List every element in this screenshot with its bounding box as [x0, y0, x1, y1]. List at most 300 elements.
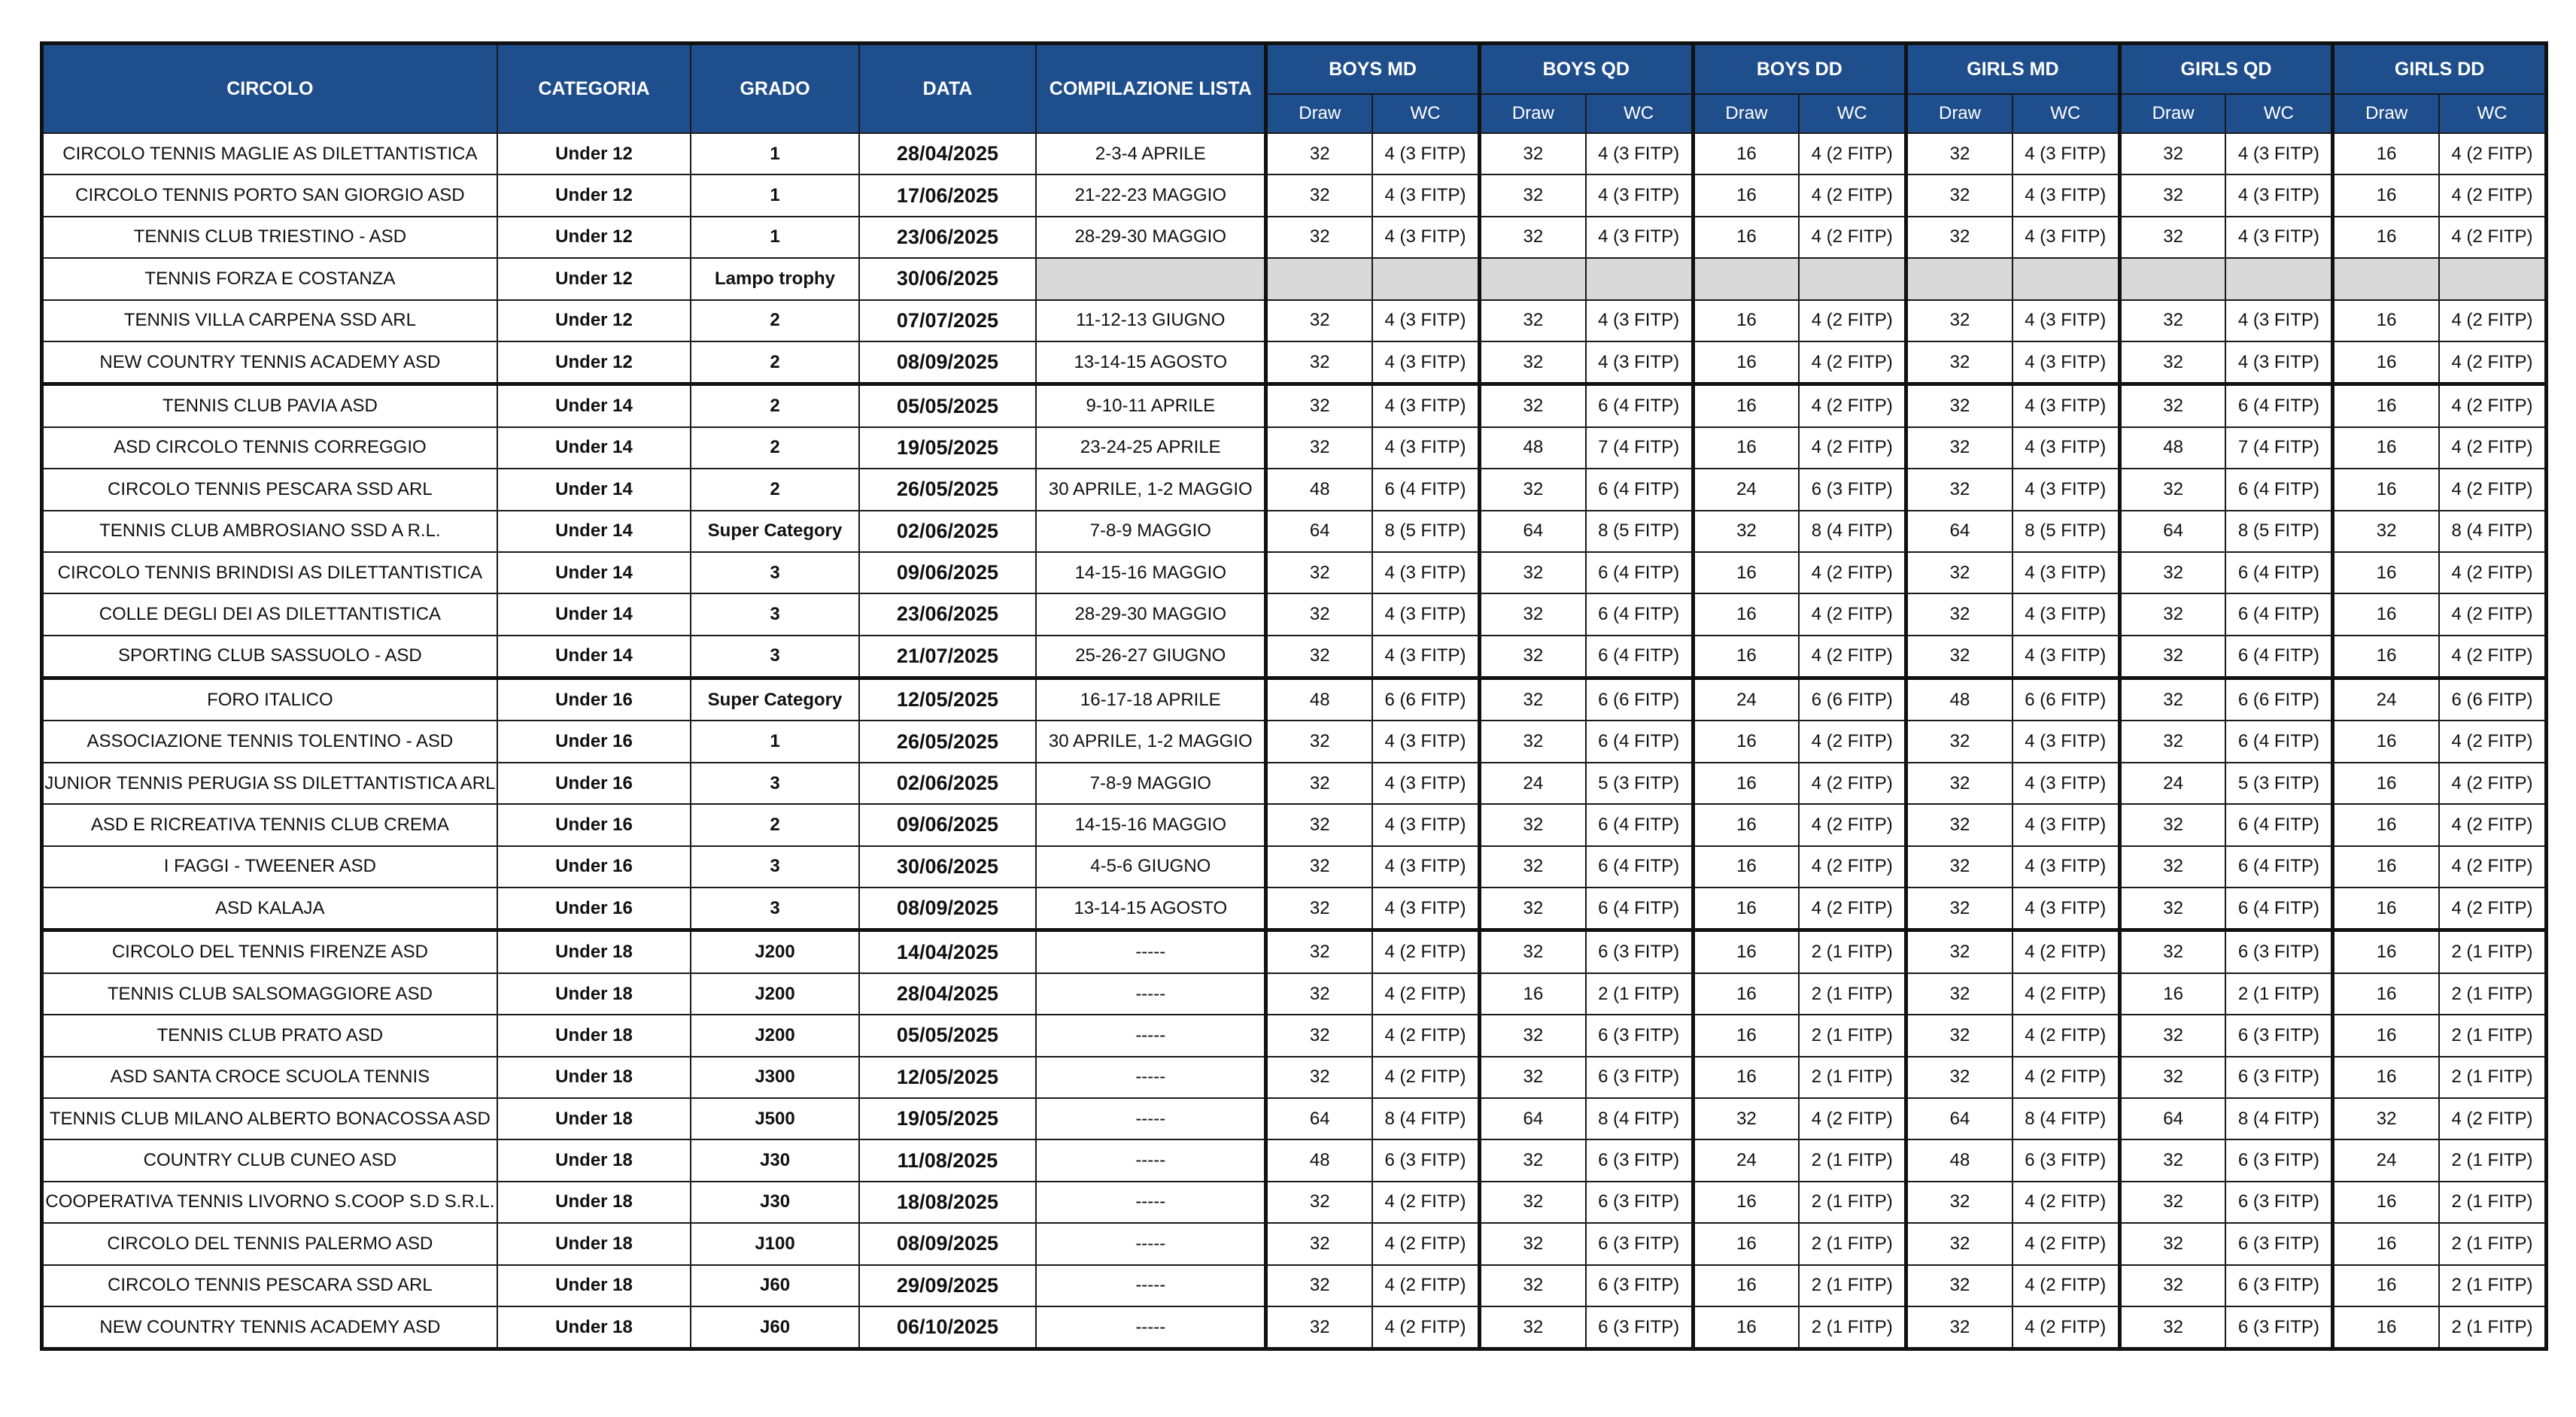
cell-wc: 6 (4 FITP) — [1586, 384, 1693, 427]
cell-draw: 16 — [2333, 469, 2439, 510]
cell-draw: 16 — [2333, 636, 2439, 678]
cell-draw: 32 — [1906, 384, 2012, 427]
cell-wc: 4 (3 FITP) — [1372, 721, 1479, 762]
cell-draw: 32 — [1479, 552, 1585, 593]
cell-wc: 2 (1 FITP) — [2439, 973, 2546, 1015]
cell-draw — [1479, 258, 1585, 299]
cell-wc: 2 (1 FITP) — [2439, 1057, 2546, 1098]
cell-circolo: CIRCOLO TENNIS MAGLIE AS DILETTANTISTICA — [42, 133, 497, 174]
cell-circolo: TENNIS CLUB PRATO ASD — [42, 1015, 497, 1056]
cell-wc: 4 (3 FITP) — [2012, 636, 2119, 678]
cell-wc: 4 (3 FITP) — [1372, 427, 1479, 469]
table-row — [42, 1057, 2547, 1098]
cell-wc: 4 (2 FITP) — [2439, 174, 2546, 216]
cell-draw: 16 — [2333, 763, 2439, 804]
cell-grado: 2 — [691, 300, 858, 341]
cell-draw: 16 — [2333, 593, 2439, 635]
cell-wc: 4 (2 FITP) — [1799, 552, 1906, 593]
cell-draw: 32 — [2119, 552, 2225, 593]
cell-draw: 48 — [1906, 678, 2012, 721]
cell-circolo: SPORTING CLUB SASSUOLO - ASD — [42, 636, 497, 678]
cell-wc: 6 (3 FITP) — [1586, 1182, 1693, 1223]
cell-data: 12/05/2025 — [859, 678, 1036, 721]
table-row — [42, 469, 2547, 510]
cell-draw: 32 — [1479, 678, 1585, 721]
cell-draw: 32 — [2119, 678, 2225, 721]
cell-wc: 4 (3 FITP) — [2012, 763, 2119, 804]
cell-wc: 4 (2 FITP) — [1799, 846, 1906, 888]
cell-wc: 4 (2 FITP) — [1372, 1223, 1479, 1264]
cell-draw: 16 — [2333, 846, 2439, 888]
cell-draw: 64 — [1479, 1098, 1585, 1139]
cell-wc: 4 (3 FITP) — [1586, 300, 1693, 341]
cell-compilazione-lista: ----- — [1036, 930, 1266, 973]
cell-categoria: Under 14 — [497, 636, 691, 678]
cell-wc: 6 (4 FITP) — [2225, 846, 2332, 888]
cell-wc: 6 (4 FITP) — [2225, 552, 2332, 593]
cell-wc: 4 (2 FITP) — [1372, 973, 1479, 1015]
cell-categoria: Under 14 — [497, 552, 691, 593]
cell-wc: 6 (3 FITP) — [2225, 1182, 2332, 1223]
cell-wc: 8 (4 FITP) — [1799, 511, 1906, 552]
cell-compilazione-lista: 7-8-9 MAGGIO — [1036, 511, 1266, 552]
cell-compilazione-lista: 11-12-13 GIUGNO — [1036, 300, 1266, 341]
cell-draw: 32 — [2119, 804, 2225, 845]
cell-draw: 32 — [1266, 930, 1372, 973]
cell-wc: 6 (3 FITP) — [1586, 1139, 1693, 1181]
cell-draw: 16 — [1693, 427, 1799, 469]
table-row — [42, 678, 2547, 721]
cell-wc: 4 (2 FITP) — [2439, 804, 2546, 845]
cell-wc: 2 (1 FITP) — [1799, 1182, 1906, 1223]
cell-wc: 6 (3 FITP) — [1372, 1139, 1479, 1181]
cell-data: 21/07/2025 — [859, 636, 1036, 678]
cell-grado: J500 — [691, 1098, 858, 1139]
cell-wc: 2 (1 FITP) — [1586, 973, 1693, 1015]
cell-wc: 4 (2 FITP) — [2012, 1015, 2119, 1056]
cell-draw: 32 — [2119, 1057, 2225, 1098]
cell-wc: 6 (4 FITP) — [1586, 721, 1693, 762]
cell-circolo: COOPERATIVA TENNIS LIVORNO S.COOP S.D S.R.L. — [42, 1182, 497, 1223]
cell-draw: 48 — [1906, 1139, 2012, 1181]
cell-draw: 16 — [1693, 636, 1799, 678]
cell-compilazione-lista — [1036, 258, 1266, 299]
cell-draw: 32 — [2119, 636, 2225, 678]
cell-draw: 32 — [1266, 636, 1372, 678]
cell-compilazione-lista: 30 APRILE, 1-2 MAGGIO — [1036, 469, 1266, 510]
cell-draw — [2333, 258, 2439, 299]
cell-categoria: Under 14 — [497, 469, 691, 510]
cell-categoria: Under 16 — [497, 763, 691, 804]
cell-categoria: Under 16 — [497, 678, 691, 721]
subheader-draw: Draw — [1906, 94, 2012, 133]
cell-wc: 6 (4 FITP) — [1586, 469, 1693, 510]
cell-wc: 4 (2 FITP) — [1372, 1015, 1479, 1056]
cell-circolo: CIRCOLO TENNIS BRINDISI AS DILETTANTISTICA — [42, 552, 497, 593]
cell-wc: 6 (4 FITP) — [1586, 804, 1693, 845]
cell-draw: 32 — [1266, 384, 1372, 427]
cell-draw: 16 — [2333, 174, 2439, 216]
cell-draw: 48 — [2119, 427, 2225, 469]
cell-draw: 32 — [1906, 133, 2012, 174]
subheader-wc: WC — [2012, 94, 2119, 133]
cell-grado: 1 — [691, 721, 858, 762]
cell-wc: 4 (3 FITP) — [2012, 593, 2119, 635]
cell-wc: 4 (2 FITP) — [1799, 300, 1906, 341]
cell-draw: 32 — [1906, 888, 2012, 930]
cell-grado: Super Category — [691, 511, 858, 552]
cell-grado: J60 — [691, 1265, 858, 1306]
subheader-draw: Draw — [2333, 94, 2439, 133]
cell-wc: 4 (3 FITP) — [2225, 300, 2332, 341]
cell-draw: 64 — [1906, 511, 2012, 552]
cell-data: 07/07/2025 — [859, 300, 1036, 341]
cell-wc: 4 (3 FITP) — [2012, 341, 2119, 384]
cell-draw: 64 — [1479, 511, 1585, 552]
cell-categoria: Under 14 — [497, 384, 691, 427]
cell-wc: 6 (4 FITP) — [2225, 804, 2332, 845]
cell-draw: 32 — [2119, 1223, 2225, 1264]
cell-wc: 4 (2 FITP) — [2439, 552, 2546, 593]
cell-wc: 4 (2 FITP) — [2439, 593, 2546, 635]
cell-draw: 32 — [1906, 300, 2012, 341]
cell-draw: 32 — [1479, 174, 1585, 216]
cell-grado: 2 — [691, 384, 858, 427]
cell-draw: 16 — [2333, 973, 2439, 1015]
cell-compilazione-lista: 16-17-18 APRILE — [1036, 678, 1266, 721]
cell-data: 30/06/2025 — [859, 846, 1036, 888]
cell-draw: 32 — [1266, 1057, 1372, 1098]
cell-compilazione-lista: ----- — [1036, 1098, 1266, 1139]
cell-data: 18/08/2025 — [859, 1182, 1036, 1223]
cell-wc: 6 (4 FITP) — [1586, 888, 1693, 930]
cell-grado: J60 — [691, 1306, 858, 1349]
cell-draw: 16 — [2333, 384, 2439, 427]
table-row — [42, 846, 2547, 888]
table-header — [42, 44, 2547, 134]
cell-wc: 4 (2 FITP) — [2439, 341, 2546, 384]
cell-wc — [2439, 258, 2546, 299]
cell-circolo: TENNIS VILLA CARPENA SSD ARL — [42, 300, 497, 341]
subheader-draw: Draw — [1479, 94, 1585, 133]
cell-draw: 32 — [2119, 217, 2225, 258]
header-girls-md: GIRLS MD — [1906, 44, 2120, 95]
cell-wc: 4 (2 FITP) — [1799, 1098, 1906, 1139]
cell-grado: 1 — [691, 174, 858, 216]
cell-data: 02/06/2025 — [859, 763, 1036, 804]
cell-wc: 4 (2 FITP) — [1799, 636, 1906, 678]
cell-wc: 2 (1 FITP) — [2439, 1265, 2546, 1306]
cell-draw: 24 — [1693, 678, 1799, 721]
cell-wc: 4 (2 FITP) — [1799, 174, 1906, 216]
cell-grado: 3 — [691, 636, 858, 678]
cell-grado: J200 — [691, 1015, 858, 1056]
cell-draw: 32 — [2119, 888, 2225, 930]
cell-wc: 4 (2 FITP) — [2012, 1265, 2119, 1306]
cell-draw — [2119, 258, 2225, 299]
cell-wc: 4 (2 FITP) — [1372, 1182, 1479, 1223]
cell-data: 26/05/2025 — [859, 469, 1036, 510]
cell-wc: 6 (3 FITP) — [1586, 1306, 1693, 1349]
cell-draw: 32 — [1479, 341, 1585, 384]
cell-draw: 32 — [1906, 469, 2012, 510]
cell-draw: 32 — [1266, 804, 1372, 845]
cell-grado: 3 — [691, 593, 858, 635]
cell-draw: 32 — [1906, 1015, 2012, 1056]
cell-grado: J100 — [691, 1223, 858, 1264]
cell-draw — [1693, 258, 1799, 299]
cell-compilazione-lista: 21-22-23 MAGGIO — [1036, 174, 1266, 216]
cell-draw: 32 — [1906, 552, 2012, 593]
cell-wc: 6 (4 FITP) — [2225, 636, 2332, 678]
cell-draw: 16 — [1693, 930, 1799, 973]
cell-draw: 16 — [1693, 721, 1799, 762]
cell-draw: 16 — [1693, 133, 1799, 174]
table-row — [42, 763, 2547, 804]
cell-draw: 24 — [1479, 763, 1585, 804]
cell-categoria: Under 18 — [497, 1265, 691, 1306]
cell-data: 26/05/2025 — [859, 721, 1036, 762]
cell-wc: 6 (6 FITP) — [1799, 678, 1906, 721]
cell-wc: 4 (2 FITP) — [2439, 888, 2546, 930]
cell-wc: 4 (3 FITP) — [2012, 721, 2119, 762]
cell-wc: 4 (3 FITP) — [1586, 133, 1693, 174]
cell-draw: 16 — [2333, 427, 2439, 469]
cell-draw: 32 — [1479, 593, 1585, 635]
subheader-draw: Draw — [2119, 94, 2225, 133]
cell-wc: 4 (2 FITP) — [2439, 721, 2546, 762]
cell-compilazione-lista: 13-14-15 AGOSTO — [1036, 341, 1266, 384]
cell-wc: 4 (3 FITP) — [2012, 552, 2119, 593]
cell-circolo: JUNIOR TENNIS PERUGIA SS DILETTANTISTICA ARL — [42, 763, 497, 804]
cell-wc: 4 (3 FITP) — [2225, 174, 2332, 216]
cell-wc: 4 (3 FITP) — [1372, 341, 1479, 384]
cell-categoria: Under 14 — [497, 593, 691, 635]
cell-data: 30/06/2025 — [859, 258, 1036, 299]
cell-categoria: Under 12 — [497, 258, 691, 299]
cell-wc: 4 (2 FITP) — [2439, 763, 2546, 804]
cell-wc: 6 (6 FITP) — [2439, 678, 2546, 721]
cell-draw — [1906, 258, 2012, 299]
cell-draw: 32 — [1266, 973, 1372, 1015]
cell-compilazione-lista: ----- — [1036, 1057, 1266, 1098]
cell-draw: 32 — [1266, 1223, 1372, 1264]
cell-data: 28/04/2025 — [859, 133, 1036, 174]
cell-draw: 32 — [1266, 427, 1372, 469]
cell-data: 06/10/2025 — [859, 1306, 1036, 1349]
table-row — [42, 133, 2547, 174]
cell-draw: 32 — [1906, 427, 2012, 469]
cell-wc: 2 (1 FITP) — [2439, 1139, 2546, 1181]
cell-wc: 4 (3 FITP) — [1372, 133, 1479, 174]
cell-draw: 24 — [1693, 469, 1799, 510]
cell-circolo: CIRCOLO TENNIS PORTO SAN GIORGIO ASD — [42, 174, 497, 216]
cell-draw: 32 — [1906, 174, 2012, 216]
cell-wc: 6 (6 FITP) — [2225, 678, 2332, 721]
cell-grado: J300 — [691, 1057, 858, 1098]
cell-draw: 16 — [1479, 973, 1585, 1015]
cell-grado: 1 — [691, 217, 858, 258]
cell-wc: 6 (3 FITP) — [2225, 1265, 2332, 1306]
cell-compilazione-lista: ----- — [1036, 1015, 1266, 1056]
cell-circolo: ASD SANTA CROCE SCUOLA TENNIS — [42, 1057, 497, 1098]
cell-grado: 3 — [691, 846, 858, 888]
cell-wc: 4 (3 FITP) — [1372, 217, 1479, 258]
cell-wc: 4 (2 FITP) — [1799, 133, 1906, 174]
cell-wc: 8 (4 FITP) — [1372, 1098, 1479, 1139]
cell-circolo: CIRCOLO TENNIS PESCARA SSD ARL — [42, 1265, 497, 1306]
cell-wc: 4 (3 FITP) — [2012, 888, 2119, 930]
cell-wc: 6 (3 FITP) — [1799, 469, 1906, 510]
cell-wc: 2 (1 FITP) — [1799, 1015, 1906, 1056]
cell-compilazione-lista: 25-26-27 GIUGNO — [1036, 636, 1266, 678]
cell-circolo: TENNIS CLUB TRIESTINO - ASD — [42, 217, 497, 258]
cell-data: 19/05/2025 — [859, 1098, 1036, 1139]
cell-wc: 4 (2 FITP) — [1799, 217, 1906, 258]
header-grado: GRADO — [691, 44, 858, 134]
cell-data: 29/09/2025 — [859, 1265, 1036, 1306]
cell-grado: 3 — [691, 763, 858, 804]
cell-draw: 16 — [2333, 721, 2439, 762]
cell-wc: 8 (4 FITP) — [2012, 1098, 2119, 1139]
cell-wc: 4 (2 FITP) — [1799, 763, 1906, 804]
cell-wc: 6 (4 FITP) — [2225, 721, 2332, 762]
cell-wc: 4 (2 FITP) — [1372, 930, 1479, 973]
cell-wc: 4 (2 FITP) — [2439, 427, 2546, 469]
cell-draw: 32 — [2119, 593, 2225, 635]
cell-wc: 4 (3 FITP) — [1372, 888, 1479, 930]
cell-draw: 32 — [1479, 1139, 1585, 1181]
cell-draw: 16 — [2333, 552, 2439, 593]
cell-draw: 32 — [2333, 1098, 2439, 1139]
cell-wc: 4 (3 FITP) — [1372, 846, 1479, 888]
table-row — [42, 258, 2547, 299]
cell-draw: 32 — [1906, 930, 2012, 973]
cell-draw: 32 — [1906, 763, 2012, 804]
cell-categoria: Under 18 — [497, 1306, 691, 1349]
cell-grado: J30 — [691, 1182, 858, 1223]
cell-draw: 32 — [1479, 469, 1585, 510]
cell-wc: 2 (1 FITP) — [2439, 1306, 2546, 1349]
cell-compilazione-lista: 2-3-4 APRILE — [1036, 133, 1266, 174]
cell-draw — [1266, 258, 1372, 299]
cell-wc: 4 (3 FITP) — [2012, 804, 2119, 845]
cell-wc: 4 (3 FITP) — [1586, 174, 1693, 216]
cell-draw: 32 — [2119, 133, 2225, 174]
cell-wc: 4 (2 FITP) — [1799, 593, 1906, 635]
cell-draw: 16 — [2119, 973, 2225, 1015]
cell-draw: 64 — [2119, 1098, 2225, 1139]
cell-categoria: Under 18 — [497, 1015, 691, 1056]
cell-wc: 7 (4 FITP) — [2225, 427, 2332, 469]
header-girls-qd: GIRLS QD — [2119, 44, 2333, 95]
cell-wc: 4 (3 FITP) — [2225, 341, 2332, 384]
cell-draw: 32 — [1266, 217, 1372, 258]
header-categoria: CATEGORIA — [497, 44, 691, 134]
cell-compilazione-lista: ----- — [1036, 1139, 1266, 1181]
table-row — [42, 804, 2547, 845]
cell-circolo: TENNIS CLUB MILANO ALBERTO BONACOSSA ASD — [42, 1098, 497, 1139]
cell-draw: 16 — [1693, 300, 1799, 341]
table-row — [42, 1265, 2547, 1306]
cell-draw: 32 — [2119, 1265, 2225, 1306]
cell-draw: 32 — [2119, 1015, 2225, 1056]
cell-draw: 32 — [1906, 721, 2012, 762]
cell-wc: 4 (2 FITP) — [1799, 804, 1906, 845]
table-row — [42, 1139, 2547, 1181]
header-circolo: CIRCOLO — [42, 44, 497, 134]
cell-wc: 6 (3 FITP) — [2225, 1223, 2332, 1264]
cell-circolo: ASD CIRCOLO TENNIS CORREGGIO — [42, 427, 497, 469]
cell-draw: 32 — [1906, 341, 2012, 384]
cell-wc: 4 (3 FITP) — [2012, 384, 2119, 427]
cell-compilazione-lista: ----- — [1036, 973, 1266, 1015]
header-boys-md: BOYS MD — [1266, 44, 1480, 95]
cell-draw: 32 — [1479, 846, 1585, 888]
cell-wc: 4 (2 FITP) — [2012, 1057, 2119, 1098]
cell-categoria: Under 18 — [497, 930, 691, 973]
cell-categoria: Under 18 — [497, 1139, 691, 1181]
cell-compilazione-lista: 14-15-16 MAGGIO — [1036, 552, 1266, 593]
table-row — [42, 427, 2547, 469]
cell-wc: 2 (1 FITP) — [1799, 973, 1906, 1015]
cell-wc: 7 (4 FITP) — [1586, 427, 1693, 469]
cell-draw: 16 — [1693, 593, 1799, 635]
subheader-wc: WC — [1372, 94, 1479, 133]
header-girls-dd: GIRLS DD — [2333, 44, 2547, 95]
cell-wc: 4 (2 FITP) — [1799, 384, 1906, 427]
cell-draw: 32 — [1479, 300, 1585, 341]
cell-wc: 6 (3 FITP) — [2225, 1139, 2332, 1181]
cell-wc: 6 (4 FITP) — [1586, 636, 1693, 678]
cell-grado: J30 — [691, 1139, 858, 1181]
cell-draw: 32 — [1906, 593, 2012, 635]
cell-draw: 32 — [2119, 300, 2225, 341]
cell-draw: 32 — [1479, 930, 1585, 973]
cell-data: 09/06/2025 — [859, 552, 1036, 593]
cell-draw: 16 — [1693, 973, 1799, 1015]
cell-compilazione-lista: ----- — [1036, 1306, 1266, 1349]
cell-wc: 2 (1 FITP) — [2439, 930, 2546, 973]
cell-grado: 3 — [691, 888, 858, 930]
cell-wc: 4 (3 FITP) — [1586, 217, 1693, 258]
cell-compilazione-lista: ----- — [1036, 1223, 1266, 1264]
cell-draw: 16 — [2333, 1182, 2439, 1223]
cell-draw: 32 — [1479, 1057, 1585, 1098]
cell-draw: 16 — [2333, 341, 2439, 384]
tournament-table — [40, 41, 2548, 1351]
cell-categoria: Under 16 — [497, 721, 691, 762]
cell-draw: 32 — [1693, 1098, 1799, 1139]
cell-circolo: TENNIS CLUB PAVIA ASD — [42, 384, 497, 427]
cell-circolo: TENNIS CLUB SALSOMAGGIORE ASD — [42, 973, 497, 1015]
cell-draw: 32 — [1479, 1182, 1585, 1223]
cell-draw: 48 — [1266, 1139, 1372, 1181]
cell-categoria: Under 12 — [497, 174, 691, 216]
cell-wc: 8 (4 FITP) — [2225, 1098, 2332, 1139]
cell-draw: 32 — [1479, 1015, 1585, 1056]
cell-compilazione-lista: 28-29-30 MAGGIO — [1036, 593, 1266, 635]
cell-wc: 4 (3 FITP) — [2012, 469, 2119, 510]
cell-data: 19/05/2025 — [859, 427, 1036, 469]
cell-draw: 16 — [1693, 763, 1799, 804]
cell-draw: 32 — [1266, 1265, 1372, 1306]
cell-draw: 32 — [1906, 1306, 2012, 1349]
cell-draw: 48 — [1479, 427, 1585, 469]
cell-wc: 4 (2 FITP) — [2439, 1098, 2546, 1139]
cell-grado: Super Category — [691, 678, 858, 721]
cell-draw: 32 — [1266, 1306, 1372, 1349]
